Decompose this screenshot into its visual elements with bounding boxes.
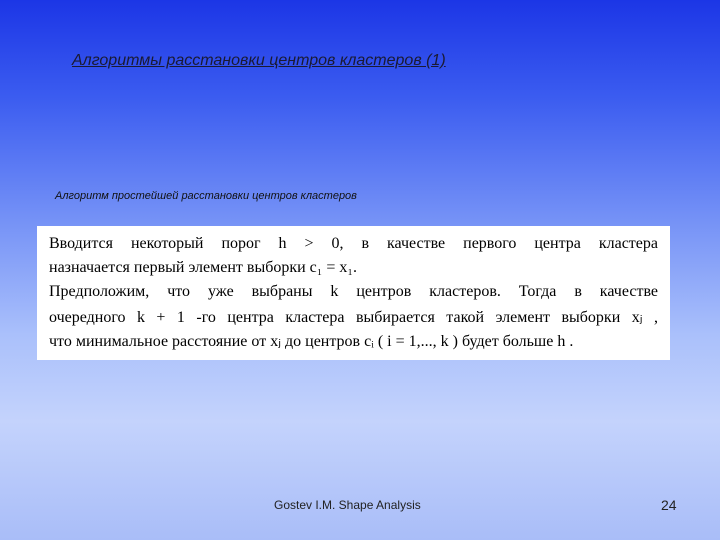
slide-title: Алгоритмы расстановки центров кластеров (1) xyxy=(72,52,446,69)
page-number: 24 xyxy=(661,497,677,513)
footer-text: Gostev I.M. Shape Analysis xyxy=(274,498,421,512)
slide-subtitle: Алгоритм простейшей расстановки центров кластеров xyxy=(55,190,357,202)
text-line-1: Вводится некоторый порог h > 0, в качестве первого центра кластера xyxy=(49,235,658,252)
text-line-3: Предположим, что уже выбраны k центров кластеров. Тогда в качестве xyxy=(49,283,658,300)
text-line-2: назначается первый элемент выборки c₁ = x₁. xyxy=(49,259,357,276)
text-line-5: что минимальное расстояние от xⱼ до центров cᵢ ( i = 1,..., k ) будет больше h . xyxy=(49,333,574,350)
algorithm-text-box xyxy=(37,226,670,360)
text-line-4: очередного k + 1 -го центра кластера выбирается такой элемент выборки xⱼ , xyxy=(49,309,658,326)
